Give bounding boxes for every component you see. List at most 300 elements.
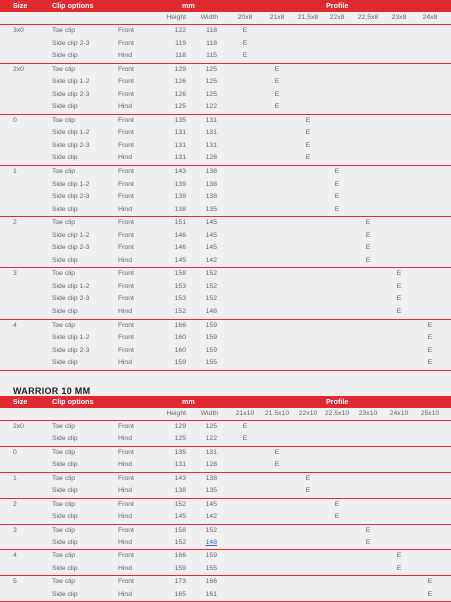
width-value: 161 <box>205 590 217 598</box>
subheader-profile: 22,5x8 <box>357 14 379 21</box>
subheader-profile: 20x8 <box>237 14 253 21</box>
height-value: 145 <box>174 513 186 521</box>
table-row <box>0 433 451 445</box>
width-value: 152 <box>205 295 217 303</box>
height-value: 129 <box>174 423 186 430</box>
table-row <box>0 101 451 114</box>
width-value: 145 <box>205 231 217 239</box>
clip-option: Toe clip <box>52 116 76 124</box>
clip-option: Side clip 2-3 <box>52 141 90 149</box>
position: Front <box>118 346 134 354</box>
profile-mark: E <box>365 219 371 227</box>
table-row <box>0 589 451 601</box>
table-row <box>0 485 451 497</box>
position: Front <box>118 474 134 482</box>
position: Front <box>118 295 134 303</box>
height-value: 160 <box>174 334 186 342</box>
size-value: 3 <box>13 526 17 534</box>
position: Hind <box>118 564 132 572</box>
height-value: 153 <box>174 295 186 303</box>
size-value: 4 <box>13 321 17 329</box>
height-value: 131 <box>174 461 186 469</box>
clip-option: Side clip <box>52 564 78 572</box>
size-group <box>0 115 451 166</box>
size-value: 5 <box>13 578 17 586</box>
height-value: 126 <box>174 90 186 98</box>
width-value: 148 <box>205 538 217 546</box>
width-value: 118 <box>206 27 217 34</box>
profile-mark: E <box>274 103 280 111</box>
position: Front <box>118 334 134 342</box>
width-value: 142 <box>205 256 217 264</box>
profile-mark: E <box>396 295 402 303</box>
clip-option: Toe clip <box>52 65 76 73</box>
subheader-profile: 23x10 <box>358 410 378 417</box>
position: Front <box>118 168 134 176</box>
profile-mark: E <box>305 154 311 162</box>
height-value: 131 <box>174 129 186 137</box>
clip-option: Side clip 2-3 <box>52 244 90 252</box>
position: Hind <box>118 52 132 60</box>
position: Front <box>118 129 134 137</box>
profile-mark: E <box>242 52 248 60</box>
height-value: 173 <box>174 578 186 586</box>
clip-option: Toe clip <box>52 448 76 456</box>
size-group <box>0 499 451 525</box>
header-mm: mm <box>182 1 195 10</box>
table-row <box>0 421 451 433</box>
width-value: 122 <box>205 435 217 443</box>
table-row <box>0 332 451 345</box>
width-value: 115 <box>206 52 217 60</box>
profile-mark: E <box>242 39 248 47</box>
height-value: 152 <box>174 308 186 316</box>
position: Front <box>118 116 134 124</box>
subheader-width: Width <box>200 14 218 21</box>
subheader-profile: 24x10 <box>389 410 409 417</box>
profile-mark: E <box>305 487 311 495</box>
size-value: 1 <box>13 474 17 482</box>
clip-option: Toe clip <box>52 27 76 34</box>
table-row <box>0 345 451 358</box>
width-value: 128 <box>205 154 217 162</box>
profile-mark: E <box>334 193 340 201</box>
height-value: 125 <box>174 103 186 111</box>
height-value: 122 <box>174 27 186 34</box>
profile-mark: E <box>305 129 311 137</box>
width-value: 131 <box>205 116 217 124</box>
clip-option: Side clip 1-2 <box>52 282 90 290</box>
subheader-profile: 22.5x10 <box>324 410 350 417</box>
clip-option: Side clip <box>52 461 78 469</box>
width-value: 145 <box>205 219 217 227</box>
header-clip-options: Clip options <box>52 1 94 10</box>
position: Hind <box>118 103 132 111</box>
table-header <box>0 0 451 12</box>
table-row <box>0 25 451 38</box>
size-group <box>0 166 451 217</box>
table-row <box>0 50 451 63</box>
clip-option: Side clip 1-2 <box>52 129 90 137</box>
clip-option: Side clip 1-2 <box>52 78 90 86</box>
subheader-profile: 25x10 <box>420 410 440 417</box>
table-row <box>0 447 451 459</box>
profile-mark: E <box>396 308 402 316</box>
subheader-profile: 21x8 <box>269 14 285 21</box>
clip-option: Side clip <box>52 513 78 521</box>
table-row <box>0 76 451 89</box>
clip-option: Side clip 1-2 <box>52 180 90 188</box>
clip-option: Side clip <box>52 435 78 443</box>
profile-mark: E <box>396 564 402 572</box>
table-row <box>0 459 451 471</box>
position: Front <box>118 321 134 329</box>
clip-option: Toe clip <box>52 321 76 329</box>
clip-option: Side clip <box>52 590 78 598</box>
clip-option: Toe clip <box>52 168 76 176</box>
profile-mark: E <box>274 461 280 469</box>
width-value: 125 <box>205 78 217 86</box>
width-value: 159 <box>205 552 217 560</box>
size-group <box>0 473 451 499</box>
size-value: 2 <box>13 500 17 508</box>
width-value: 118 <box>206 39 217 47</box>
position: Front <box>118 244 134 252</box>
width-value: 152 <box>205 270 217 278</box>
size-group <box>0 320 451 371</box>
profile-mark: E <box>242 435 248 443</box>
profile-mark: E <box>334 500 340 508</box>
height-value: 135 <box>174 448 186 456</box>
clip-option: Side clip 2-3 <box>52 193 90 201</box>
height-value: 146 <box>174 244 186 252</box>
size-group <box>0 64 451 115</box>
width-value: 145 <box>205 500 217 508</box>
clip-option: Side clip 1-2 <box>52 231 90 239</box>
subheader-height: Height <box>166 14 186 21</box>
width-value: 125 <box>205 423 217 430</box>
position: Front <box>118 578 134 586</box>
height-value: 158 <box>174 526 186 534</box>
profile-mark: E <box>427 321 433 329</box>
size-group <box>0 217 451 268</box>
profile-mark: E <box>427 578 433 586</box>
width-value: 159 <box>205 321 217 329</box>
table-row <box>0 242 451 255</box>
profile-mark: E <box>334 205 340 213</box>
height-value: 159 <box>174 564 186 572</box>
profile-mark: E <box>334 180 340 188</box>
position: Hind <box>118 487 132 495</box>
height-value: 138 <box>174 487 186 495</box>
table-row <box>0 293 451 306</box>
header-mm: mm <box>182 397 195 406</box>
clip-option: Toe clip <box>52 552 76 560</box>
profile-mark: E <box>365 244 371 252</box>
profile-mark: E <box>242 423 248 430</box>
clip-option: Toe clip <box>52 526 76 534</box>
table-row <box>0 179 451 192</box>
size-value: 2x0 <box>13 423 24 430</box>
position: Front <box>118 219 134 227</box>
header-size: Size <box>13 397 28 406</box>
position: Hind <box>118 308 132 316</box>
position: Hind <box>118 154 132 162</box>
clip-option: Side clip 2-3 <box>52 346 90 354</box>
position: Front <box>118 78 134 86</box>
profile-mark: E <box>305 116 311 124</box>
height-value: 129 <box>174 65 186 73</box>
table-row <box>0 511 451 523</box>
table-row <box>0 525 451 537</box>
table-row <box>0 191 451 204</box>
profile-mark: E <box>274 78 280 86</box>
clip-option: Side clip <box>52 308 78 316</box>
table-subheader <box>0 408 451 421</box>
table-row <box>0 281 451 294</box>
width-value: 166 <box>205 578 217 586</box>
height-value: 165 <box>174 590 186 598</box>
width-value: 131 <box>205 129 217 137</box>
profile-mark: E <box>396 282 402 290</box>
height-value: 135 <box>174 116 186 124</box>
height-value: 151 <box>174 219 186 227</box>
table-row <box>0 140 451 153</box>
position: Front <box>118 448 134 456</box>
clip-option: Toe clip <box>52 500 76 508</box>
clip-option: Toe clip <box>52 270 76 278</box>
table-subheader <box>0 12 451 25</box>
position: Hind <box>118 435 132 443</box>
clip-option: Side clip 2-3 <box>52 90 90 98</box>
clip-option: Side clip <box>52 487 78 495</box>
size-value: 4 <box>13 552 17 560</box>
position: Front <box>118 231 134 239</box>
subheader-profile: 22x10 <box>298 410 318 417</box>
profile-mark: E <box>305 141 311 149</box>
width-value: 138 <box>205 474 217 482</box>
clip-option: Side clip <box>52 538 78 546</box>
height-value: 152 <box>174 500 186 508</box>
table-row <box>0 38 451 51</box>
width-value: 125 <box>205 65 217 73</box>
size-group <box>0 550 451 576</box>
size-value: 2 <box>13 219 17 227</box>
table-row <box>0 255 451 268</box>
header-profile: Profile <box>326 1 349 10</box>
width-value: 135 <box>205 205 217 213</box>
profile-mark: E <box>427 590 433 598</box>
position: Hind <box>118 205 132 213</box>
table-row <box>0 127 451 140</box>
table-row <box>0 563 451 575</box>
width-value: 122 <box>205 103 217 111</box>
position: Front <box>118 180 134 188</box>
height-value: 131 <box>174 141 186 149</box>
subheader-profile: 21,5x8 <box>297 14 319 21</box>
height-value: 146 <box>174 231 186 239</box>
position: Front <box>118 90 134 98</box>
size-value: 0 <box>13 448 17 456</box>
table-row <box>0 230 451 243</box>
width-value: 159 <box>205 346 217 354</box>
size-value: 3 <box>13 270 17 278</box>
position: Front <box>118 423 134 430</box>
profile-mark: E <box>427 359 433 367</box>
table-row <box>0 268 451 281</box>
size-group <box>0 525 451 551</box>
position: Hind <box>118 359 132 367</box>
subheader-profile: 22x8 <box>329 14 345 21</box>
position: Front <box>118 141 134 149</box>
profile-mark: E <box>365 526 371 534</box>
height-value: 131 <box>174 154 186 162</box>
table-row <box>0 115 451 128</box>
subheader-profile: 21.5x10 <box>264 410 290 417</box>
table-row <box>0 64 451 77</box>
clip-option: Side clip 2-3 <box>52 39 90 47</box>
height-value: 143 <box>174 474 186 482</box>
clip-option: Toe clip <box>52 219 76 227</box>
width-value: 159 <box>205 334 217 342</box>
clip-option: Toe clip <box>52 474 76 482</box>
position: Front <box>118 270 134 278</box>
clip-option: Side clip <box>52 256 78 264</box>
height-value: 139 <box>174 180 186 188</box>
height-value: 126 <box>174 78 186 86</box>
header-profile: Profile <box>326 397 349 406</box>
position: Front <box>118 526 134 534</box>
size-group <box>0 421 451 447</box>
position: Front <box>118 27 134 34</box>
position: Front <box>118 193 134 201</box>
table-row <box>0 306 451 319</box>
profile-mark: E <box>427 346 433 354</box>
subheader-profile: 24x8 <box>422 14 438 21</box>
header-clip-options: Clip options <box>52 397 94 406</box>
profile-mark: E <box>396 552 402 560</box>
profile-mark: E <box>427 334 433 342</box>
width-value: 142 <box>205 513 217 521</box>
position: Hind <box>118 256 132 264</box>
width-value: 155 <box>205 359 217 367</box>
header-size: Size <box>13 1 28 10</box>
table-row <box>0 473 451 485</box>
position: Hind <box>118 513 132 521</box>
clip-option: Side clip <box>52 154 78 162</box>
warrior-10mm-table <box>0 396 451 602</box>
height-value: 166 <box>174 321 186 329</box>
size-group <box>0 268 451 319</box>
profile-mark: E <box>365 256 371 264</box>
subheader-height: Height <box>166 410 186 417</box>
subheader-width: Width <box>200 410 218 417</box>
width-value: 128 <box>205 461 217 469</box>
height-value: 160 <box>174 346 186 354</box>
profile-mark: E <box>396 270 402 278</box>
width-value: 125 <box>205 90 217 98</box>
height-value: 138 <box>174 205 186 213</box>
clip-option: Side clip <box>52 52 78 60</box>
position: Front <box>118 65 134 73</box>
clip-option: Toe clip <box>52 423 76 430</box>
position: Front <box>118 500 134 508</box>
table-row <box>0 166 451 179</box>
table-row <box>0 320 451 333</box>
width-value: 145 <box>205 244 217 252</box>
profile-mark: E <box>274 448 280 456</box>
table-row <box>0 537 451 549</box>
size-value: 0 <box>13 116 17 124</box>
table-row <box>0 576 451 588</box>
subheader-profile: 21x10 <box>235 410 255 417</box>
size-value: 1 <box>13 168 17 176</box>
subheader-profile: 23x8 <box>391 14 407 21</box>
size-value: 3x0 <box>13 27 24 34</box>
size-group <box>0 25 451 64</box>
clip-option: Side clip 1-2 <box>52 334 90 342</box>
width-value: 155 <box>205 564 217 572</box>
profile-mark: E <box>365 538 371 546</box>
profile-mark: E <box>305 474 311 482</box>
width-value: 138 <box>205 193 217 201</box>
clip-option: Side clip <box>52 359 78 367</box>
width-value: 138 <box>205 168 217 176</box>
height-value: 145 <box>174 256 186 264</box>
profile-mark: E <box>365 231 371 239</box>
profile-mark: E <box>274 65 280 73</box>
height-value: 158 <box>174 270 186 278</box>
height-value: 143 <box>174 168 186 176</box>
width-value: 152 <box>205 282 217 290</box>
width-value: 138 <box>205 180 217 188</box>
width-value: 152 <box>205 526 217 534</box>
position: Hind <box>118 461 132 469</box>
section-title-warrior-10mm: WARRIOR 10 MM <box>13 386 91 396</box>
height-value: 118 <box>175 52 186 60</box>
height-value: 119 <box>175 39 186 47</box>
profile-mark: E <box>334 513 340 521</box>
position: Front <box>118 39 134 47</box>
size-value: 2x0 <box>13 65 24 73</box>
clip-option: Toe clip <box>52 578 76 586</box>
table-row <box>0 152 451 165</box>
height-value: 125 <box>174 435 186 443</box>
position: Front <box>118 552 134 560</box>
profile-mark: E <box>242 27 248 34</box>
position: Front <box>118 282 134 290</box>
clip-option: Side clip <box>52 103 78 111</box>
size-group <box>0 447 451 473</box>
table-row <box>0 357 451 370</box>
height-value: 153 <box>174 282 186 290</box>
width-value: 131 <box>205 141 217 149</box>
width-value: 135 <box>205 487 217 495</box>
height-value: 139 <box>174 193 186 201</box>
table-row <box>0 499 451 511</box>
table-row <box>0 204 451 217</box>
size-group <box>0 576 451 602</box>
clip-option: Side clip 2-3 <box>52 295 90 303</box>
width-value: 131 <box>205 448 217 456</box>
height-value: 159 <box>174 359 186 367</box>
table-row <box>0 89 451 102</box>
profile-mark: E <box>274 90 280 98</box>
profile-mark: E <box>334 168 340 176</box>
table-header <box>0 396 451 408</box>
clip-option: Side clip <box>52 205 78 213</box>
table-row <box>0 550 451 562</box>
